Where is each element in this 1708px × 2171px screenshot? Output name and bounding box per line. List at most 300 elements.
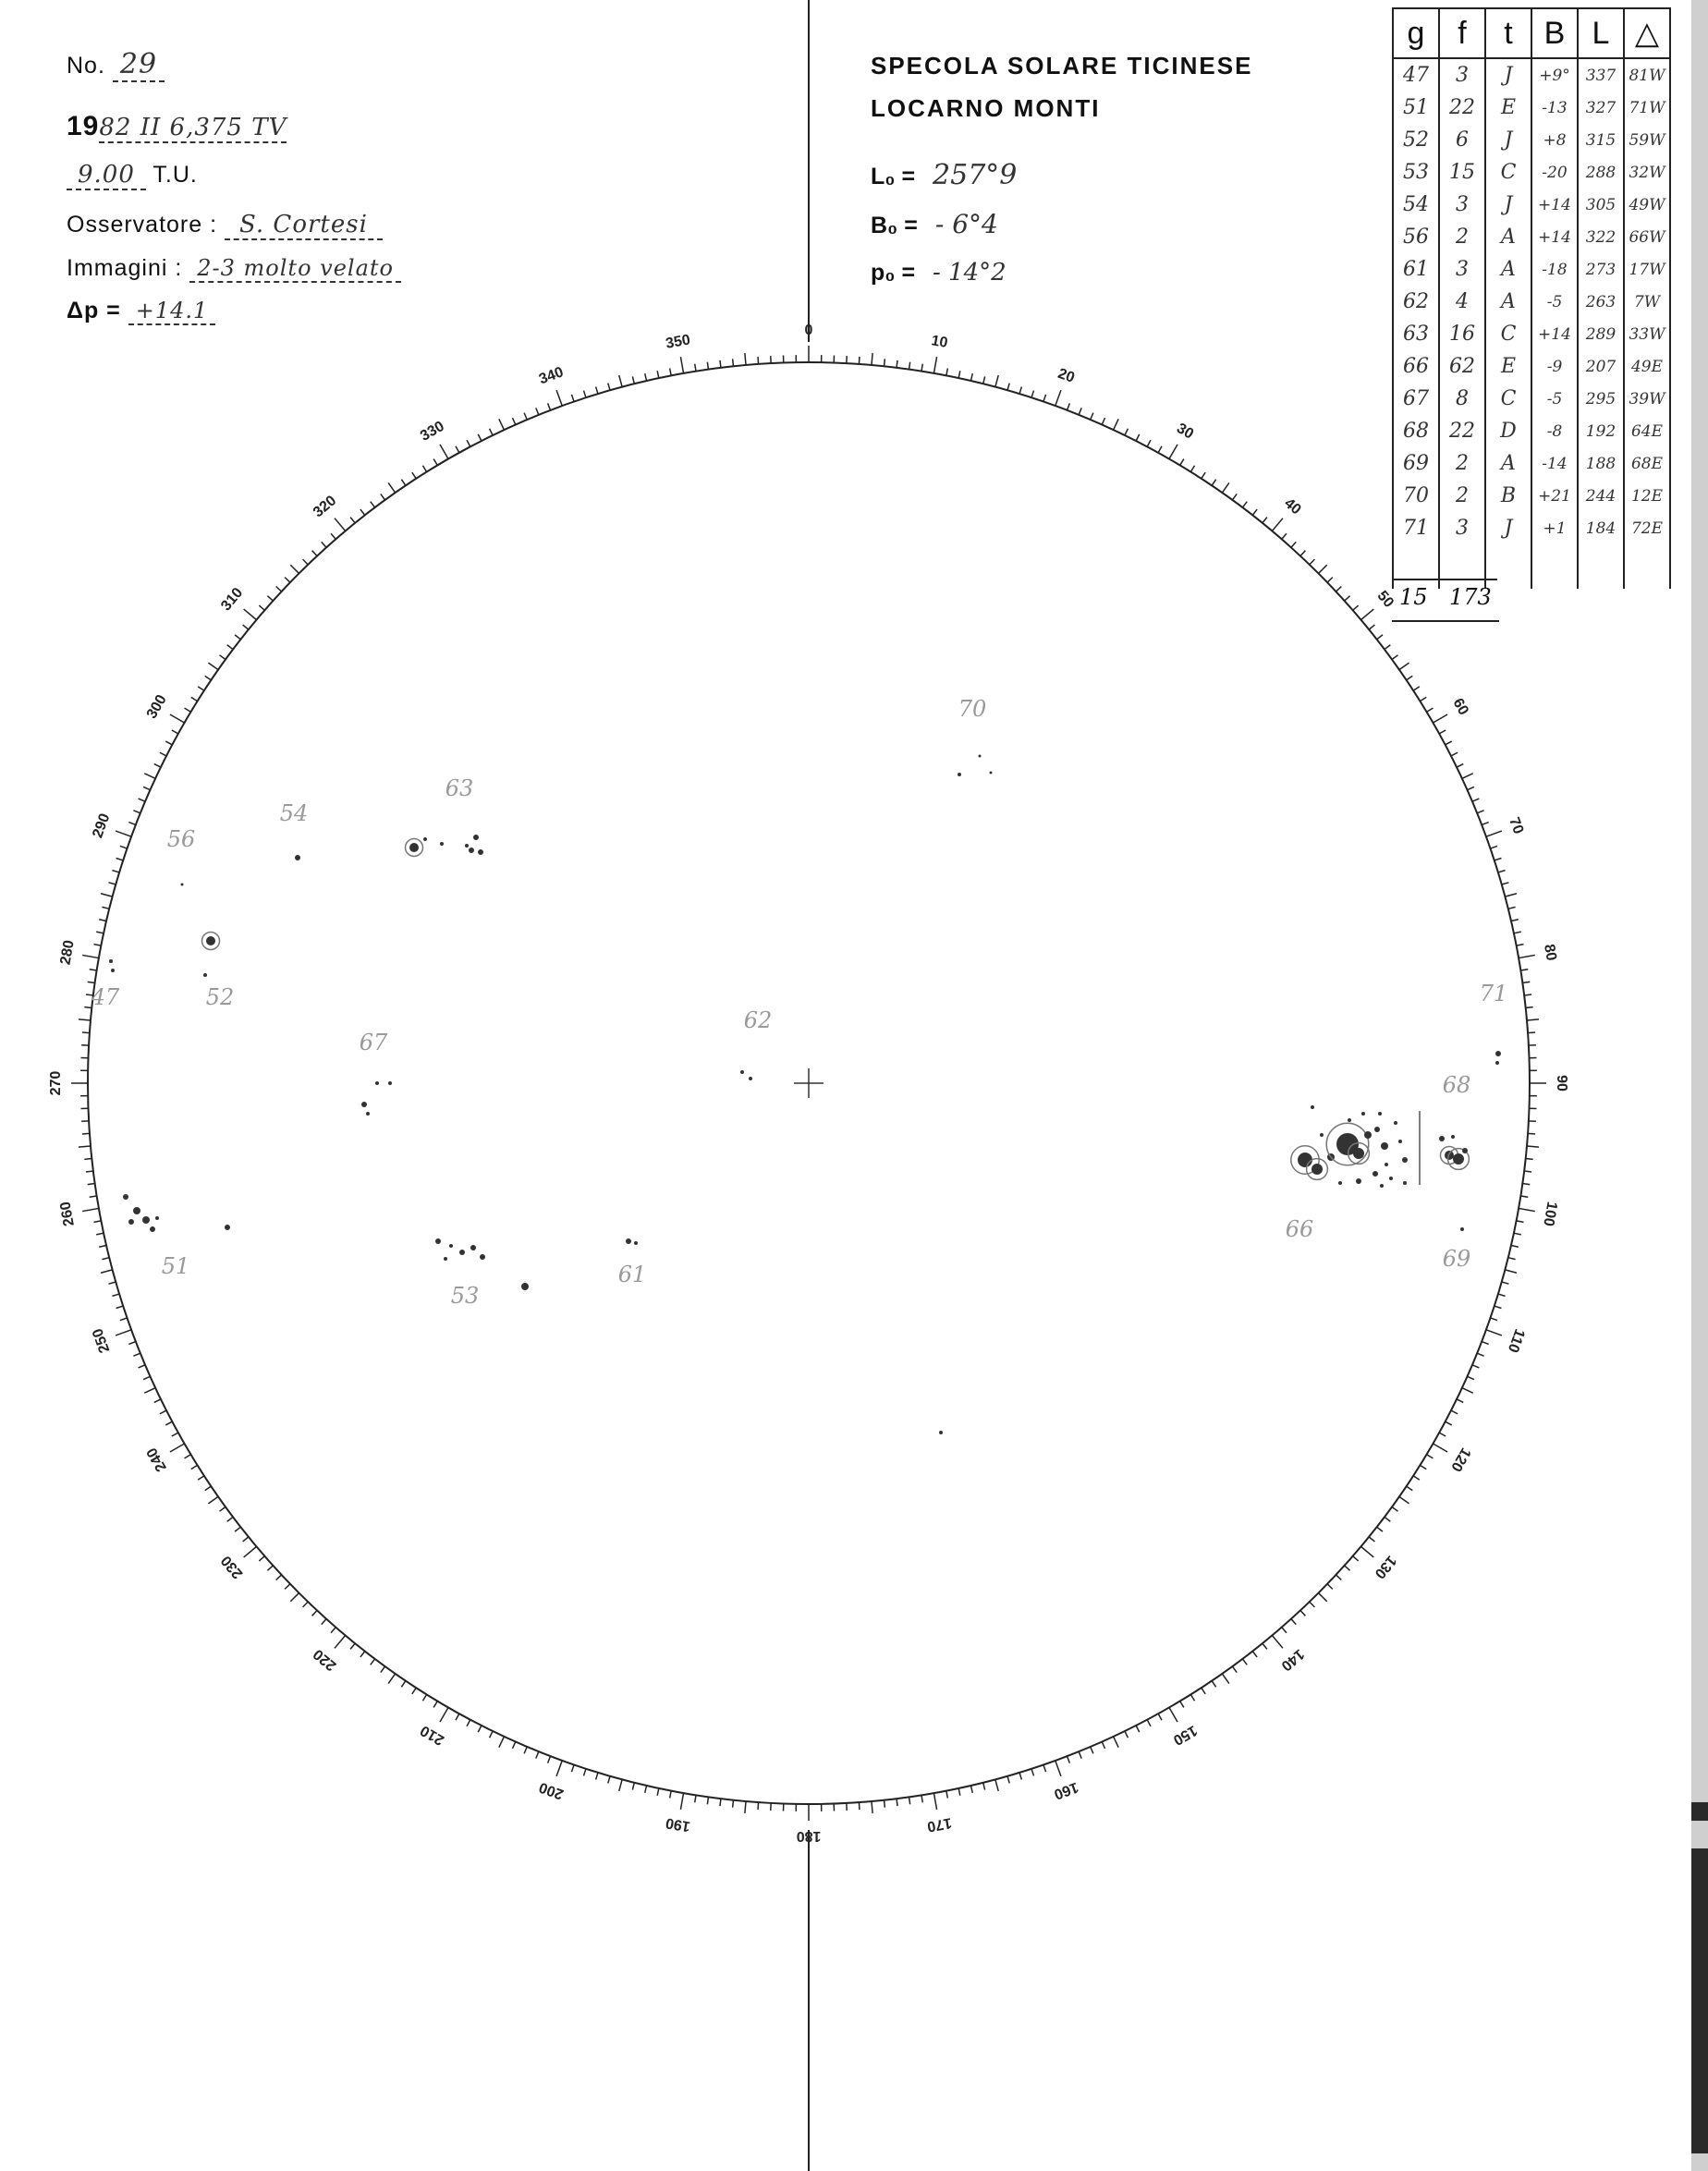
- cell-b: +1: [1531, 512, 1578, 544]
- dial-tick: [524, 1747, 527, 1753]
- dial-label: 0: [804, 323, 813, 339]
- dial-tick: [1413, 687, 1420, 690]
- dial-tick: [1486, 831, 1502, 836]
- sunspot-mark: [465, 844, 469, 848]
- dial-tick: [1427, 708, 1434, 712]
- dial-tick: [1031, 1769, 1033, 1776]
- dial-tick: [401, 480, 405, 486]
- sunspot-mark: [990, 772, 993, 774]
- dial-tick: [1242, 1659, 1247, 1665]
- sunspot-mark: [1389, 1177, 1393, 1180]
- dial-tick: [1158, 446, 1162, 453]
- sunspot-mark: [440, 842, 444, 846]
- cell-g: 56: [1393, 221, 1439, 253]
- dial-tick: [433, 1701, 437, 1708]
- dial-tick: [1202, 472, 1205, 479]
- dial-tick: [1528, 1133, 1535, 1134]
- cell-delta: 17W: [1624, 253, 1670, 286]
- sunspot-mark: [423, 837, 427, 841]
- cell-l: 244: [1578, 480, 1624, 512]
- delta-p-value: +14.1: [128, 298, 216, 325]
- dial-tick: [983, 376, 985, 384]
- dial-tick: [1055, 390, 1061, 406]
- dial-tick: [1526, 1159, 1533, 1160]
- dial-tick: [267, 596, 273, 601]
- dial-tick: [645, 373, 647, 381]
- dial-tick: [1457, 764, 1463, 768]
- dial-tick: [371, 1659, 375, 1665]
- dial-tick: [1413, 1476, 1420, 1480]
- dial-tick: [1451, 752, 1458, 756]
- cell-g: 63: [1393, 318, 1439, 350]
- dial-label: 80: [1540, 943, 1559, 962]
- dial-tick: [1310, 1602, 1315, 1607]
- dial-tick: [1222, 1674, 1228, 1684]
- dial-tick: [133, 811, 140, 813]
- cell-g: 66: [1393, 350, 1439, 383]
- dial-tick: [1494, 858, 1502, 860]
- cell-delta: 81W: [1624, 58, 1670, 91]
- dial-tick: [1482, 1342, 1488, 1345]
- dial-label: 340: [537, 364, 566, 388]
- cell-t: J: [1485, 189, 1531, 221]
- dial-tick: [285, 1584, 290, 1590]
- dial-tick: [512, 1742, 515, 1749]
- dial-label: 230: [218, 1552, 247, 1582]
- sunspot-mark: [1462, 1148, 1468, 1153]
- dial-tick: [93, 945, 101, 946]
- total-spots: 173: [1449, 584, 1492, 610]
- cell-f: 16: [1439, 318, 1485, 350]
- cell-b: +14: [1531, 221, 1578, 253]
- dial-tick: [112, 871, 119, 872]
- dial-tick: [1242, 502, 1247, 507]
- dial-tick: [456, 1714, 459, 1720]
- cell-g: 54: [1393, 189, 1439, 221]
- dial-tick: [1336, 587, 1341, 592]
- group-label-62: 62: [743, 1007, 773, 1033]
- dial-tick: [1136, 434, 1140, 441]
- dial-tick: [154, 764, 161, 768]
- dial-tick: [1498, 1294, 1506, 1296]
- dial-tick: [170, 1444, 185, 1452]
- dial-tick: [733, 359, 734, 366]
- group-label-70: 70: [958, 696, 987, 722]
- dial-tick: [290, 565, 299, 573]
- delta-p-label: Δp =: [67, 298, 121, 323]
- sunspot-mark: [435, 1238, 441, 1244]
- sunspot-mark: [979, 755, 982, 758]
- dial-tick: [128, 1342, 135, 1345]
- cell-f: 2: [1439, 447, 1485, 480]
- dial-tick: [350, 1643, 355, 1649]
- column-header-t: t: [1485, 8, 1531, 58]
- dial-tick: [1508, 1258, 1516, 1260]
- dial-tick: [467, 1720, 470, 1726]
- sunspot-mark: [480, 1254, 485, 1260]
- dial-tick: [90, 1196, 97, 1197]
- dial-tick: [490, 429, 494, 435]
- sunspot-mark: [1364, 1131, 1372, 1139]
- sunspot-mark: [128, 1219, 134, 1225]
- dial-tick: [1147, 440, 1151, 446]
- dial-label: 130: [1371, 1552, 1399, 1582]
- dial-label: 210: [418, 1722, 447, 1749]
- dial-label: 100: [1540, 1200, 1560, 1228]
- dial-label: 120: [1447, 1445, 1474, 1474]
- sunspot-mark: [444, 1257, 447, 1261]
- dial-tick: [388, 1674, 395, 1684]
- date-value: 82 II 6,375 TV: [99, 114, 287, 141]
- dial-tick: [120, 846, 128, 848]
- cell-t: D: [1485, 415, 1531, 447]
- dial-tick: [208, 663, 218, 669]
- dial-tick: [983, 1783, 985, 1790]
- dial-tick: [79, 1146, 91, 1147]
- dial-tick: [1068, 403, 1070, 409]
- sunspot-mark: [1451, 1135, 1455, 1139]
- sunspot-mark: [1381, 1142, 1388, 1150]
- cell-t: C: [1485, 318, 1531, 350]
- dial-tick: [536, 408, 539, 414]
- cell-b: -13: [1531, 91, 1578, 124]
- dial-tick: [670, 1791, 672, 1799]
- dial-tick: [1505, 894, 1517, 896]
- dial-tick: [165, 741, 172, 745]
- dial-tick: [1300, 1610, 1305, 1616]
- dial-label: 270: [48, 1070, 65, 1096]
- dial-tick: [1519, 955, 1535, 957]
- group-label-54: 54: [279, 800, 309, 826]
- dial-tick: [1158, 1714, 1162, 1720]
- dial-tick: [1031, 391, 1033, 398]
- sunspot-mark: [1356, 1178, 1361, 1184]
- dial-tick: [303, 559, 309, 565]
- dial-tick: [170, 714, 185, 723]
- dial-tick: [1369, 625, 1374, 629]
- dial-tick: [205, 676, 212, 679]
- dial-label: 10: [930, 333, 949, 352]
- sunspot-mark: [123, 1194, 128, 1200]
- dial-tick: [433, 459, 437, 466]
- cell-t: A: [1485, 253, 1531, 286]
- column-header-l: L: [1578, 8, 1624, 58]
- cell-b: +8: [1531, 124, 1578, 156]
- dial-tick: [1399, 663, 1409, 669]
- number-value: 29: [113, 48, 165, 82]
- dial-tick: [720, 1799, 721, 1806]
- dial-tick: [198, 1476, 204, 1480]
- cell-b: +21: [1531, 480, 1578, 512]
- cell-l: 327: [1578, 91, 1624, 124]
- dial-tick: [619, 375, 622, 387]
- cell-f: 6: [1439, 124, 1485, 156]
- dial-tick: [1522, 1184, 1530, 1185]
- dial-tick: [1508, 907, 1516, 909]
- dial-tick: [102, 907, 109, 909]
- l0-value: 257°9: [933, 159, 1018, 191]
- cell-delta: 33W: [1624, 318, 1670, 350]
- sunspot-mark: [634, 1241, 638, 1245]
- dial-tick: [608, 1776, 610, 1784]
- dial-tick: [1102, 1742, 1104, 1749]
- cell-g: 52: [1393, 124, 1439, 156]
- l0-label: L₀ =: [871, 164, 916, 189]
- dial-tick: [970, 373, 972, 381]
- cell-t: A: [1485, 447, 1531, 480]
- dial-label: 260: [57, 1200, 78, 1228]
- dial-tick: [371, 502, 375, 507]
- cell-delta: 49E: [1624, 350, 1670, 383]
- dial-label: 60: [1449, 695, 1471, 718]
- dial-label: 20: [1055, 365, 1077, 386]
- dial-tick: [312, 551, 317, 556]
- dial-tick: [571, 395, 574, 402]
- sunspot-mark: [939, 1431, 943, 1434]
- dial-tick: [1524, 1171, 1531, 1172]
- dial-tick: [133, 1353, 140, 1356]
- sunspot-mark: [1398, 1140, 1402, 1143]
- dial-tick: [1091, 413, 1093, 420]
- cell-b: -18: [1531, 253, 1578, 286]
- sunspot-mark: [1453, 1153, 1464, 1165]
- images-label: Immagini :: [67, 255, 183, 281]
- sunspot-mark: [366, 1112, 370, 1116]
- dial-tick: [1319, 1593, 1327, 1602]
- dial-tick: [235, 635, 240, 640]
- dial-tick: [1477, 1353, 1483, 1356]
- dial-tick: [116, 1306, 124, 1308]
- dial-tick: [267, 1566, 273, 1570]
- dial-tick: [1252, 509, 1257, 515]
- dial-tick: [556, 1761, 562, 1776]
- sunspot-mark: [1495, 1061, 1499, 1065]
- dial-tick: [1079, 408, 1081, 414]
- dial-tick: [99, 920, 106, 921]
- sunspot-mark: [1495, 1051, 1501, 1056]
- dial-tick: [670, 368, 672, 375]
- dial-tick: [219, 655, 225, 660]
- dial-label: 240: [143, 1445, 170, 1474]
- cell-b: -20: [1531, 156, 1578, 189]
- cell-f: 3: [1439, 189, 1485, 221]
- cell-g: 47: [1393, 58, 1439, 91]
- cell-b: +14: [1531, 318, 1578, 350]
- cell-g: 70: [1393, 480, 1439, 512]
- sunspot-mark: [1361, 1112, 1365, 1116]
- dial-tick: [191, 697, 198, 701]
- dial-tick: [243, 1537, 249, 1542]
- sunspot-mark: [1312, 1164, 1323, 1175]
- dial-tick: [499, 419, 504, 430]
- dial-tick: [1212, 1681, 1215, 1688]
- dial-tick: [350, 518, 355, 523]
- dial-tick: [1300, 551, 1305, 556]
- dial-tick: [412, 472, 416, 479]
- sunspot-mark: [375, 1081, 379, 1085]
- dial-tick: [144, 774, 155, 778]
- dial-label: 290: [90, 811, 114, 840]
- column-header-f: f: [1439, 8, 1485, 58]
- dial-tick: [695, 364, 696, 372]
- dial-tick: [1486, 1330, 1502, 1336]
- column-header-g: g: [1393, 8, 1439, 58]
- dial-tick: [1462, 774, 1473, 778]
- dial-tick: [412, 1688, 416, 1694]
- cell-delta: 7W: [1624, 286, 1670, 318]
- group-label-71: 71: [1479, 981, 1508, 1006]
- cell-f: 8: [1439, 383, 1485, 415]
- sunspot-mark: [1385, 1163, 1388, 1166]
- dial-tick: [1125, 1731, 1128, 1738]
- dial-tick: [1361, 1546, 1374, 1557]
- dial-tick: [1136, 1726, 1140, 1732]
- dial-tick: [381, 494, 385, 499]
- dial-tick: [143, 1376, 150, 1379]
- dial-label: 330: [418, 418, 447, 445]
- dial-label: 250: [90, 1326, 114, 1355]
- dial-tick: [82, 1032, 90, 1033]
- dial-tick: [198, 687, 204, 690]
- dial-tick: [1336, 1575, 1341, 1579]
- sunspot-mark: [109, 959, 113, 963]
- cell-delta: 32W: [1624, 156, 1670, 189]
- group-label-69: 69: [1442, 1246, 1471, 1272]
- dial-tick: [1446, 741, 1452, 745]
- cell-g: 62: [1393, 286, 1439, 318]
- cell-l: 322: [1578, 221, 1624, 253]
- dial-tick: [596, 386, 598, 394]
- dial-label: 280: [57, 938, 78, 967]
- group-label-52: 52: [205, 984, 235, 1010]
- dial-tick: [1462, 1388, 1473, 1393]
- dial-tick: [185, 1455, 191, 1458]
- dial-tick: [1102, 418, 1104, 424]
- sunspot-mark: [1298, 1153, 1312, 1167]
- dial-tick: [219, 1506, 225, 1511]
- cell-b: -5: [1531, 286, 1578, 318]
- sunspot-mark: [1374, 1127, 1380, 1132]
- b0-value: - 6°4: [934, 209, 998, 239]
- dial-tick: [583, 1769, 585, 1776]
- dial-tick: [290, 1593, 299, 1602]
- dial-tick: [276, 1575, 282, 1579]
- dial-tick: [733, 1800, 734, 1808]
- cell-delta: 39W: [1624, 383, 1670, 415]
- dial-tick: [99, 1245, 106, 1247]
- dial-tick: [84, 1159, 92, 1160]
- sunspot-mark: [469, 848, 474, 853]
- dial-tick: [143, 787, 150, 789]
- dial-tick: [1433, 1444, 1447, 1452]
- dial-tick: [707, 1797, 708, 1804]
- dial-tick: [312, 1610, 317, 1616]
- cell-g: 53: [1393, 156, 1439, 189]
- cell-delta: 64E: [1624, 415, 1670, 447]
- cell-f: 2: [1439, 480, 1485, 512]
- sunspot-mark: [1439, 1136, 1445, 1141]
- column-header-delta: △: [1624, 8, 1670, 58]
- dial-tick: [1457, 1399, 1463, 1403]
- dial-tick: [657, 371, 659, 378]
- dial-tick: [1310, 559, 1315, 565]
- dial-tick: [185, 708, 191, 712]
- dial-tick: [1511, 920, 1519, 921]
- sunspot-mark: [1380, 1184, 1384, 1188]
- dial-tick: [1180, 459, 1184, 466]
- dial-tick: [909, 1797, 910, 1804]
- cell-f: 4: [1439, 286, 1485, 318]
- dial-tick: [884, 359, 885, 366]
- dial-tick: [1068, 1756, 1070, 1762]
- dial-tick: [1043, 395, 1046, 402]
- sunspot-mark: [133, 1207, 140, 1214]
- cell-delta: 72E: [1624, 512, 1670, 544]
- sunspot-mark: [473, 835, 479, 840]
- sunspot-mark: [459, 1250, 465, 1255]
- dial-tick: [1291, 1619, 1296, 1625]
- cell-b: -8: [1531, 415, 1578, 447]
- dial-tick: [285, 578, 290, 583]
- sunspot-mark: [111, 969, 115, 972]
- dial-tick: [921, 364, 922, 372]
- observatory-name: SPECOLA SOLARE TICINESE: [871, 52, 1253, 79]
- dial-tick: [139, 799, 145, 801]
- dial-tick: [259, 1556, 264, 1561]
- dial-tick: [1345, 596, 1350, 601]
- dial-tick: [1232, 494, 1237, 499]
- dial-tick: [120, 1318, 128, 1321]
- dial-tick: [583, 391, 585, 398]
- dial-tick: [360, 509, 365, 515]
- dial-tick: [243, 625, 249, 629]
- cell-l: 315: [1578, 124, 1624, 156]
- cell-t: E: [1485, 350, 1531, 383]
- dial-label: 70: [1506, 815, 1527, 836]
- cell-t: C: [1485, 383, 1531, 415]
- dial-tick: [467, 440, 470, 446]
- dial-tick: [1007, 1776, 1009, 1784]
- dial-tick: [116, 858, 124, 860]
- cell-b: -9: [1531, 350, 1578, 383]
- dial-tick: [1502, 883, 1509, 884]
- dial-tick: [160, 752, 166, 756]
- dial-tick: [1019, 386, 1021, 394]
- dial-tick: [82, 1133, 90, 1134]
- dial-tick: [1399, 1496, 1409, 1503]
- dial-tick: [116, 1330, 131, 1336]
- dial-tick: [335, 518, 346, 531]
- sunspot-mark: [155, 1216, 159, 1220]
- dial-tick: [1482, 823, 1488, 825]
- dial-label: 50: [1373, 588, 1397, 611]
- group-label-63: 63: [445, 775, 474, 801]
- sunspot-mark: [203, 973, 207, 977]
- dial-tick: [1252, 1652, 1257, 1657]
- dial-tick: [720, 360, 721, 368]
- dial-tick: [499, 1737, 504, 1748]
- cell-g: 71: [1393, 512, 1439, 544]
- dial-tick: [1114, 419, 1118, 430]
- cell-l: 288: [1578, 156, 1624, 189]
- column-header-b: B: [1531, 8, 1578, 58]
- dial-tick: [1079, 1751, 1081, 1758]
- dial-tick: [139, 1365, 145, 1368]
- dial-label: 300: [143, 692, 170, 722]
- dial-label: 200: [537, 1778, 566, 1802]
- cell-f: 22: [1439, 415, 1485, 447]
- dial-tick: [680, 357, 683, 373]
